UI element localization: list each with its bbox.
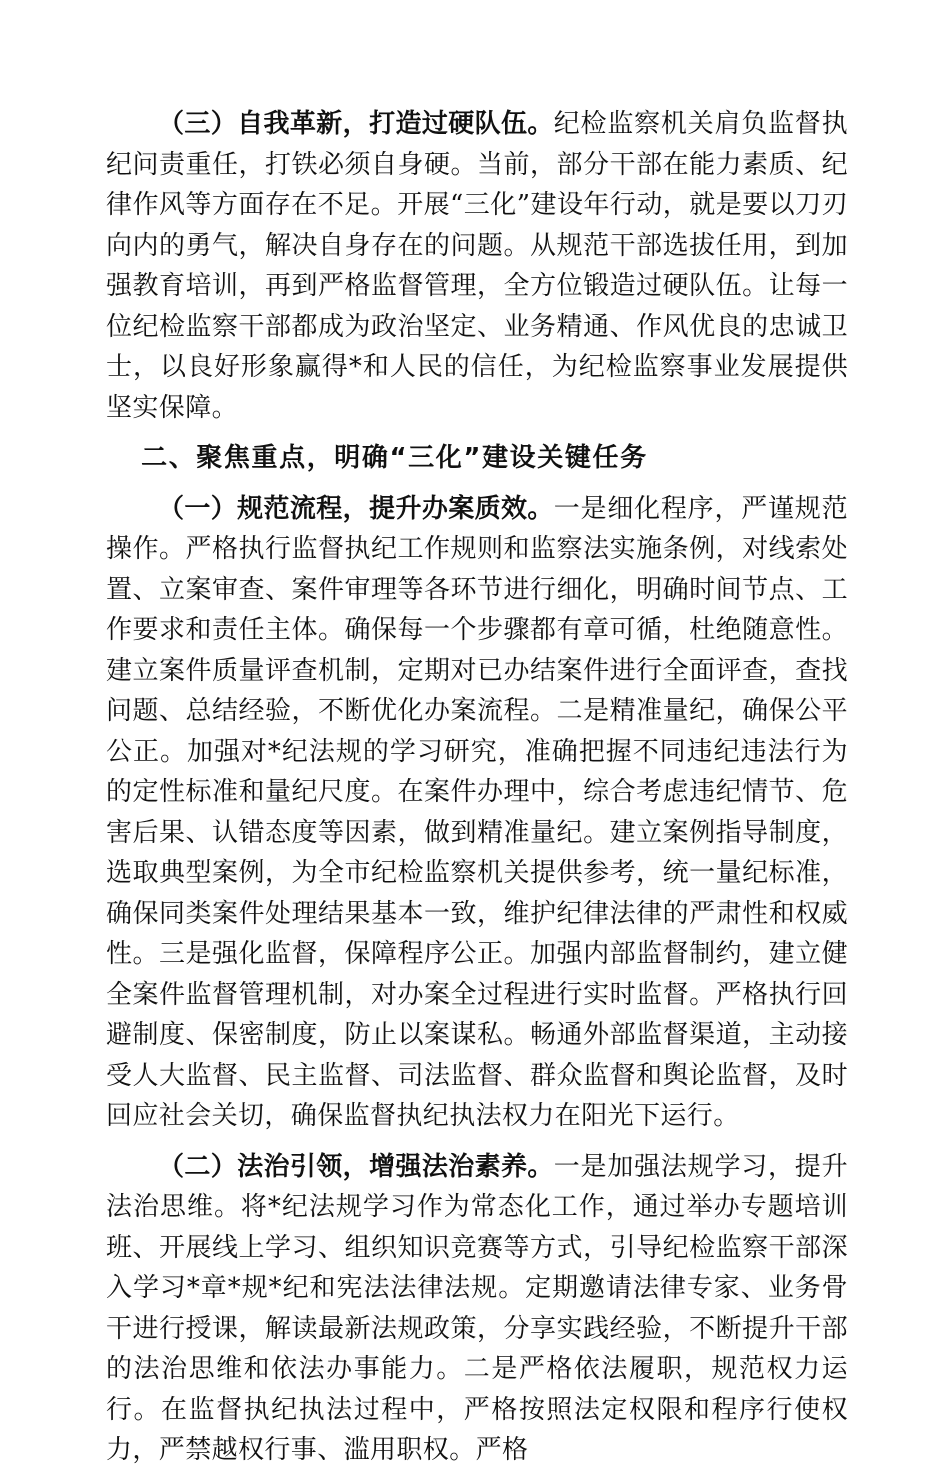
document-body <box>106 104 848 1481</box>
paragraph-standardize-process <box>106 489 848 1137</box>
paragraph-text: 一是细化程序，严谨规范操作。严格执行监督执纪工作规则和监察法实施条例，对线索处置、立案审查、案件审理等各环节进行细化，明确时间节点、工作要求和责任主体。确保每一个步骤都有章可循，杜绝随意性。建立案件质量评查机制，定期对已办结案件进行全面评查，查找问题、总结经验，不断优化办案流程。二是精准量纪，确保公平公正。加强对*纪法规的学习研究，准确把握不同违纪违法行为的定性标准和量纪尺度。在案件办理中，综合考虑违纪情节、危害后果、认错态度等因素，做到精准量纪。建立案例指导制度，选取典型案例，为全市纪检监察机关提供参考，统一量纪标准，确保同类案件处理结果基本一致，维护纪律法律的严肃性和权威性。三是强化监督，保障程序公正。加强内部监督制约，建立健全案件监督管理机制，对办案全过程进行实时监督。严格执行回避制度、保密制度，防止以案谋私。畅通外部监督渠道，主动接受人大监督、民主监督、司法监督、群众监督和舆论监督，及时回应社会关切，确保监督执纪执法权力在阳光下运行。 <box>106 493 848 1131</box>
section-heading: 二、聚焦重点，明确“三化”建设关键任务 <box>141 443 648 473</box>
paragraph-lead-heading: （二）法治引领，增强法治素养。 <box>158 1151 554 1182</box>
paragraph-text: 一是加强法规学习，提升法治思维。将*纪法规学习作为常态化工作，通过举办专题培训班、开展线上学习、组织知识竞赛等方式，引导纪检监察干部深入学习*章*规*纪和宪法法律法规。定期邀请法律专家、业务骨干进行授课，解读最新法规政策，分享实践经验，不断提升干部的法治思维和依法办事能力。二是严格依法履职，规范权力运行。在监督执纪执法过程中，严格按照法定权限和程序行使权力，严禁越权行事、滥用职权。严格 <box>106 1151 848 1465</box>
paragraph-text: 纪检监察机关肩负监督执纪问责重任，打铁必须自身硬。当前，部分干部在能力素质、纪律作风等方面存在不足。开展“三化”建设年行动，就是要以刀刃向内的勇气，解决自身存在的问题。从规范干部选拔任用，到加强教育培训，再到严格监督管理，全方位锻造过硬队伍。让每一位纪检监察干部都成为政治坚定、业务精通、作风优良的忠诚卫士，以良好形象赢得*和人民的信任，为纪检监察事业发展提供坚实保障。 <box>106 109 848 423</box>
paragraph-self-reform <box>106 104 848 428</box>
paragraph-rule-of-law <box>106 1147 848 1471</box>
paragraph-lead-heading: （三）自我革新，打造过硬队伍。 <box>158 109 554 139</box>
paragraph-lead-heading: （一）规范流程，提升办案质效。 <box>158 493 554 524</box>
